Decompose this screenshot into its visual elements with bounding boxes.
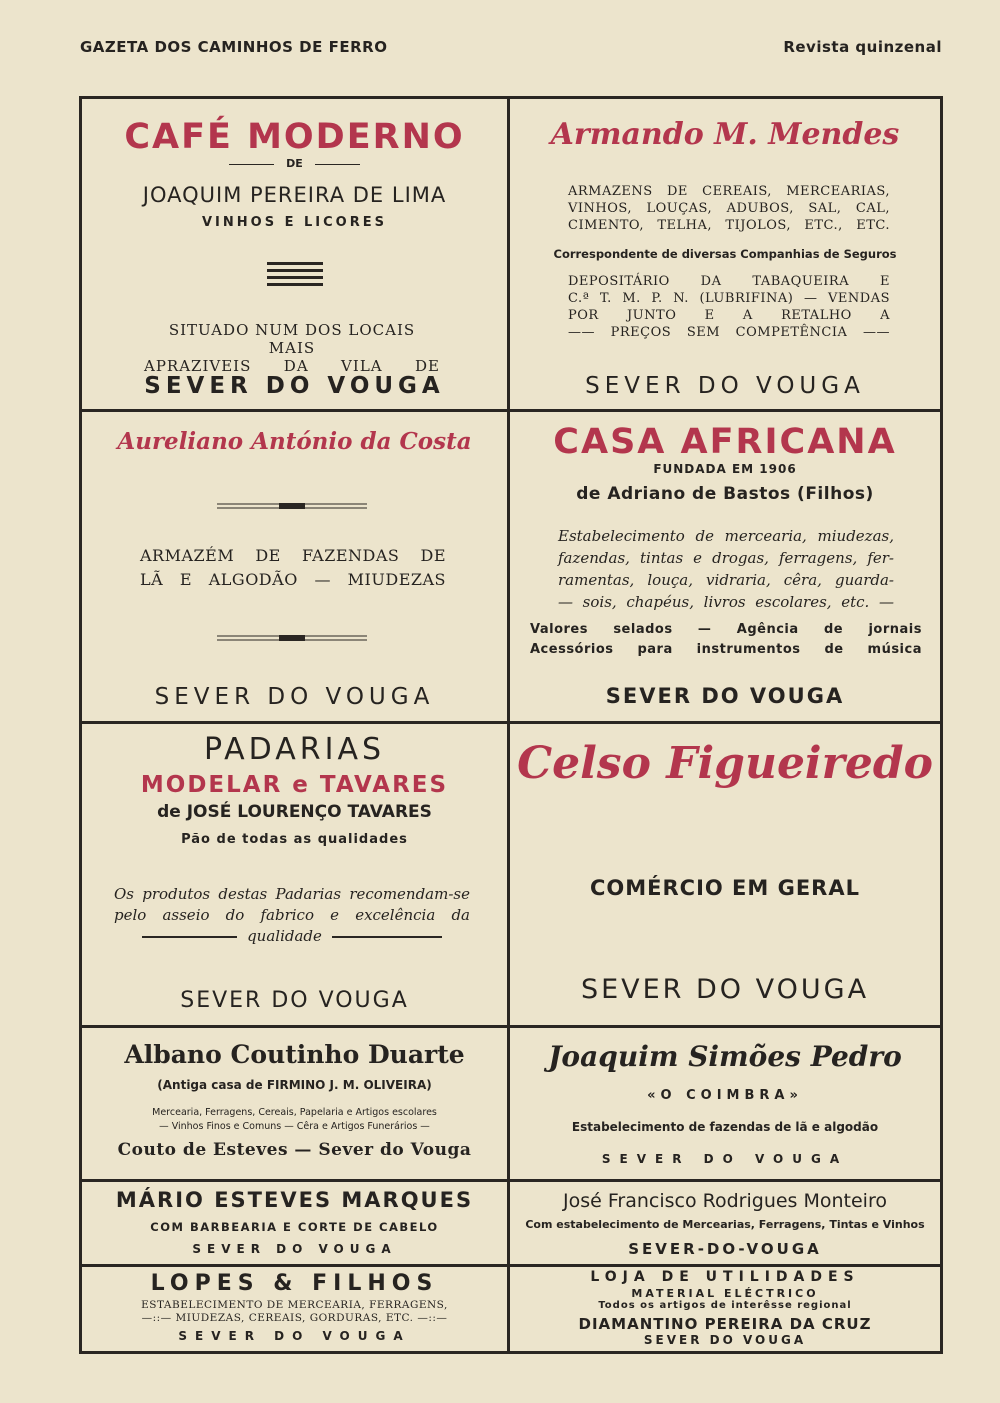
desc-line: DEPOSITÁRIO DA TABAQUEIRA E [568, 274, 890, 289]
ornament-bars [267, 262, 323, 288]
desc-line: —::— MIUDEZAS, CEREAIS, GORDURAS, ETC. —::— [141, 1312, 448, 1324]
ad-title: Celso Figueiredo [517, 738, 933, 789]
desc-line: Os produtos destas Padarias recomendam-se [114, 885, 470, 903]
ad-insurance: Correspondente de diversas Companhias de Seguros [553, 247, 897, 261]
ad-desc [144, 321, 440, 375]
ad-armando-mendes [510, 99, 940, 409]
ad-owner: JOAQUIM PEREIRA DE LIMA [142, 183, 447, 207]
desc-line: VINHOS, LOUÇAS, ADUBOS, SAL, CAL, [568, 201, 890, 216]
desc-line: ARMAZENS DE CEREAIS, MERCEARIAS, [568, 184, 890, 199]
ad-subtitle: VINHOS E LICORES [202, 215, 387, 230]
ad-desc [140, 544, 446, 592]
ad-de [82, 157, 507, 170]
desc-line: — sois, chapéus, livros escolares, etc. — [558, 593, 894, 611]
ad-owner: DIAMANTINO PEREIRA DA CRUZ [578, 1315, 872, 1333]
desc-line: Mercearia, Ferragens, Cereais, Papelaria e Artigos escolares [152, 1107, 437, 1118]
ad-desc [82, 1299, 507, 1325]
desc-line: C.ª T. M. P. N. (LUBRIFINA) — VENDAS [568, 291, 890, 306]
ad-title: Joaquim Simões Pedro [548, 1040, 902, 1073]
ornament-rule [217, 634, 367, 642]
ad-mario-marques [82, 1182, 507, 1264]
ad-desc [558, 525, 894, 613]
ad-subtitle: MATERIAL ELÉCTRICO [631, 1287, 819, 1300]
ad-grid [79, 96, 943, 1354]
ad-place: SEVER DO VOUGA [178, 1329, 411, 1343]
ad-tagline: Pão de todas as qualidades [181, 832, 408, 847]
ad-owner: de JOSÉ LOURENÇO TAVARES [157, 802, 432, 822]
desc-line: Acessórios para instrumentos de música [530, 642, 922, 657]
ad-title: MÁRIO ESTEVES MARQUES [115, 1188, 474, 1212]
ornament-rule [217, 502, 367, 510]
ad-desc: Com estabelecimento de Mercearias, Ferragens, Tintas e Vinhos [525, 1218, 925, 1231]
ad-desc-2 [568, 273, 890, 341]
desc-line: fazendas, tintas e drogas, ferragens, fer- [558, 549, 894, 567]
ad-subtitle: «O COIMBRA» [647, 1088, 803, 1103]
ad-extras [530, 620, 922, 660]
journal-title: GAZETA DOS CAMINHOS DE FERRO [80, 38, 388, 56]
ad-desc: Todos os artigos de interêsse regional [598, 1300, 852, 1311]
ad-desc: Estabelecimento de fazendas de lã e algodão [571, 1120, 879, 1134]
desc-line: Valores selados — Agência de jornais [530, 622, 922, 637]
ad-place: SEVER DO VOUGA [144, 373, 445, 399]
desc-line: ESTABELECIMENTO DE MERCEARIA, FERRAGENS, [141, 1299, 448, 1311]
ad-founded: FUNDADA EM 1906 [653, 462, 797, 476]
ad-title: CAFÉ MODERNO [124, 117, 465, 157]
ad-subtitle: MODELAR e TAVARES [140, 772, 449, 798]
desc-line: Estabelecimento de mercearia, miudezas, [558, 527, 894, 545]
ad-title: LOJA DE UTILIDADES [590, 1269, 860, 1285]
ornament-rule [229, 164, 274, 165]
ad-title: José Francisco Rodrigues Monteiro [563, 1190, 887, 1212]
ad-place: SEVER DO VOUGA [601, 1152, 849, 1166]
ad-title: PADARIAS [203, 732, 386, 767]
ad-place: Couto de Esteves — Sever do Vouga [117, 1140, 472, 1160]
de-text: DE [286, 157, 303, 170]
desc-text: qualidade [247, 927, 322, 945]
ad-place: SEVER DO VOUGA [585, 373, 865, 399]
ad-desc [114, 884, 470, 947]
ad-place: SEVER DO VOUGA [192, 1242, 397, 1256]
ad-cafe-moderno [82, 99, 507, 409]
ad-place: SEVER DO VOUGA [605, 684, 845, 708]
desc-line: —— PREÇOS SEM COMPETÊNCIA —— [568, 325, 890, 340]
ad-desc [568, 183, 890, 234]
desc-line: pelo asseio do fabrico e excelência da [114, 906, 470, 924]
ornament-rule [142, 936, 237, 938]
desc-line: POR JUNTO E A RETALHO A [568, 308, 890, 323]
ad-desc [82, 1106, 507, 1134]
ad-lopes-filhos [82, 1267, 507, 1351]
ornament-rule [332, 936, 442, 938]
ad-place: SEVER-DO-VOUGA [628, 1240, 822, 1258]
ad-place: SEVER DO VOUGA [180, 988, 409, 1013]
ad-celso-figueiredo [510, 724, 940, 1025]
desc-line: ramentas, louça, vidraria, cêra, guarda- [558, 571, 894, 589]
ad-subtitle: (Antiga casa de FIRMINO J. M. OLIVEIRA) [157, 1078, 432, 1092]
ad-title: Armando M. Mendes [550, 117, 900, 152]
ad-owner: de Adriano de Bastos (Filhos) [576, 484, 874, 504]
ad-loja-utilidades [510, 1267, 940, 1351]
ad-jose-monteiro [510, 1182, 940, 1264]
desc-line: SITUADO NUM DOS LOCAIS MAIS [168, 321, 416, 357]
ad-casa-africana [510, 412, 940, 721]
ad-desc: COMÉRCIO EM GERAL [589, 876, 860, 900]
desc-line: LÃ E ALGODÃO — MIUDEZAS [140, 570, 446, 589]
ad-title: Albano Coutinho Duarte [124, 1040, 465, 1069]
ad-padarias [82, 724, 507, 1025]
desc-line: APRAZIVEIS DA VILA DE [144, 357, 440, 375]
journal-subtitle: Revista quinzenal [783, 38, 942, 56]
desc-line: CIMENTO, TELHA, TIJOLOS, ETC., ETC. [568, 218, 890, 233]
ad-aureliano-costa [82, 412, 507, 721]
ornament-rule [315, 164, 360, 165]
ad-place: SEVER DO VOUGA [580, 974, 870, 1005]
ad-place: SEVER DO VOUGA [643, 1333, 807, 1347]
desc-line-ruled [114, 926, 470, 947]
ad-desc: COM BARBEARIA E CORTE DE CABELO [150, 1220, 439, 1234]
ad-albano-duarte [82, 1028, 507, 1179]
ad-title: LOPES & FILHOS [150, 1271, 439, 1296]
desc-line: ARMAZÉM DE FAZENDAS DE [140, 546, 446, 565]
ad-title: Aureliano António da Costa [117, 428, 472, 455]
ad-title: CASA AFRICANA [553, 422, 897, 462]
ad-place: SEVER DO VOUGA [154, 684, 435, 710]
desc-line: — Vinhos Finos e Comuns — Cêra e Artigos Funerários — [159, 1121, 430, 1132]
ad-joaquim-pedro [510, 1028, 940, 1179]
